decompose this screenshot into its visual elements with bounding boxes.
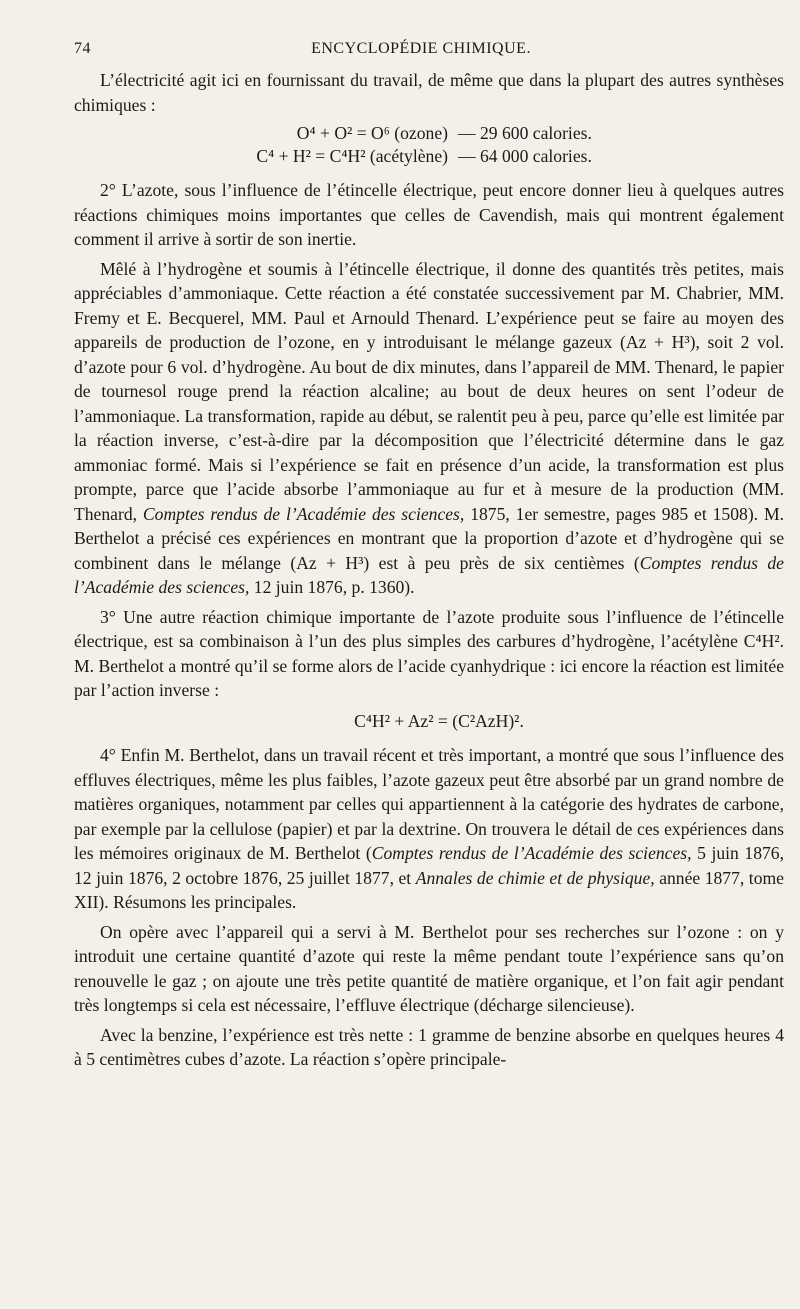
paragraph-3: 3° Une autre réaction chimique importante de l’azote produite sous l’influence de l’étincelle électrique, est sa combinaison à l’un des plus simples des carbures d’hydrogène, l’acétylène C⁴H². M. Berthelot a montré qu’il se forme alors de l’acide cyanhydrique : ici encore la réaction est limitée par l’action inverse :	[74, 606, 784, 700]
equation-ozone-formula: O⁴ + O² = O⁶ (ozone)	[296, 123, 448, 143]
equation-block	[74, 122, 784, 168]
paragraph-4-text-c: année 1877, tome XII). Résumons les principales.	[74, 867, 784, 912]
citation-annales: Annales de chimie et de physique,	[415, 867, 655, 888]
citation-comptes-rendus-3: Comptes rendus de l’Académie des sciences,	[371, 843, 692, 863]
page-number: 74	[74, 40, 91, 57]
paragraph-intro: L’électricité agit ici en fournissant du travail, de même que dans la plupart des autres synthèses chimiques :	[74, 70, 784, 115]
page-header	[74, 40, 768, 62]
paragraph-4	[74, 743, 784, 915]
paragraph-4-text-a: 4° Enfin M. Berthelot, dans un travail récent et très important, a montré que sous l’influence des effluves électriques, même les plus faibles, l’azote gazeux peut être absorbé par un grand nombre de matières organiques, notamment par celles qui appartiennent à la catégorie des hydrates de carbone, par exemple par la cellulose (papier) et par la dextrine. On trouvera le détail de ces expériences dans les mémoires originaux de M. Berthelot (	[74, 745, 784, 863]
paragraph-4-text-b: 5 juin 1876, 12 juin 1876, 2 octobre 1876, 25 juillet 1877, et	[74, 843, 785, 888]
paragraph-ammonia	[74, 257, 784, 600]
equation-acetylene	[74, 145, 784, 168]
paragraph-ammonia-text-c: 12 juin 1876, p. 1360).	[253, 577, 415, 597]
paragraph-5: On opère avec l’appareil qui a servi à M. Berthelot pour ses recherches sur l’ozone : on y introduit une certaine quantité d’azote qui reste la même pendant toute l’expérience sans qu’on renouvelle le gaz ; on ajoute une très petite quantité de matière organique, et l’on fait agir pendant très longtemps si cela est nécessaire, l’effluve électrique (décharge silencieuse).	[74, 921, 784, 1015]
citation-comptes-rendus-2: Comptes rendus de l’Académie des sciences,	[74, 552, 784, 597]
equation-cyanhydric: C⁴H² + Az² = (C²AzH)².	[354, 710, 524, 731]
paragraph-ammonia-text-b: 1875, 1er semestre, pages 985 et 1508). M. Berthelot a précisé ces expériences en montrant que la proportion d’azote et d’hydrogène qui se combinent dans le mélange (Az + H³) est à peu près de six centièmes (	[74, 503, 784, 573]
text-body	[74, 68, 784, 1077]
paragraph-ammonia-text-a: Mêlé à l’hydrogène et soumis à l’étincelle électrique, il donne des quantités très petites, mais appréciables d’ammoniaque. Cette réaction a été constatée successivement par M. Chabrier, MM. Fremy et E. Becquerel, MM. Paul et Arnould Thenard. L’expérience peut se faire au moyen des appareils de production de l’ozone, en y introduisant le mélange gazeux (Az + H³), soit 2 vol. d’azote pour 6 vol. d’hydrogène. Au bout de dix minutes, dans l’appareil de MM. Thenard, le papier de tournesol rouge prend la réaction alcaline; au bout de deux heures on sent l’odeur de l’ammoniaque. La transformation, rapide au début, se ralentit peu à peu, parce qu’elle est limitée par la réaction inverse, c’est-à-dire par la décomposition que l’électricité détermine dans le gaz ammoniac formé. Mais si l’expérience se fait en présence d’un acide, la transformation est plus prompte, parce que l’acide absorbe l’ammoniaque au fur et à mesure de la production (MM. Thenard,	[74, 258, 784, 524]
paragraph-6: Avec la benzine, l’expérience est très nette : 1 gramme de benzine absorbe en quelques heures 4 à 5 centimètres cubes d’azote. La réaction s’opère principale-	[74, 1024, 784, 1069]
running-title: ENCYCLOPÉDIE CHIMIQUE.	[311, 40, 531, 57]
equation-ozone	[74, 122, 784, 145]
citation-comptes-rendus-1: Comptes rendus de l’Académie des sciences,	[142, 503, 465, 524]
equation-acetylene-heat: — 64 000 calories.	[458, 146, 592, 166]
paragraph-2: 2° L’azote, sous l’influence de l’étincelle électrique, peut encore donner lieu à quelques autres réactions chimiques moins importantes que celles de Cavendish, mais qui montrent également comment il arrive à sortir de son inertie.	[74, 180, 784, 249]
equation-acetylene-formula: C⁴ + H² = C⁴H² (acétylène)	[256, 146, 448, 166]
equation-ozone-heat: — 29 600 calories.	[458, 123, 592, 143]
